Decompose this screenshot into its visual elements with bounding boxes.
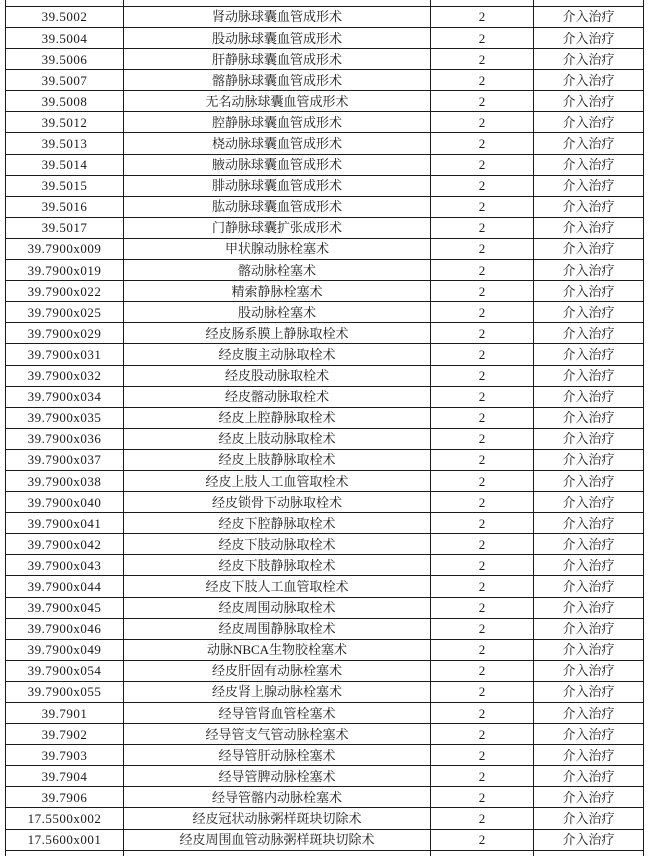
- procedure-name: 经皮髂动脉取栓术: [124, 386, 431, 407]
- table-row: [6, 302, 644, 323]
- procedure-name: 经皮锁骨下动脉取栓术: [124, 492, 431, 513]
- procedure-name: 经导管髂内动脉栓塞术: [124, 787, 431, 808]
- procedure-level: 2: [431, 639, 534, 660]
- table-row: [6, 597, 644, 618]
- procedure-name: 无名动脉球囊血管成形术: [124, 91, 431, 112]
- procedure-category: 介入治疗: [534, 386, 644, 407]
- procedure-level: 2: [431, 407, 534, 428]
- table-row: [6, 724, 644, 745]
- procedure-code: 39.7900x025: [6, 302, 124, 323]
- table-row: [6, 681, 644, 702]
- table-row: [6, 808, 644, 829]
- procedure-name: 髂静脉球囊血管成形术: [124, 70, 431, 91]
- procedure-name: 经皮冠状动脉粥样斑块切除术: [124, 808, 431, 829]
- procedure-level: 2: [431, 238, 534, 259]
- procedure-level: 2: [431, 28, 534, 49]
- table-row: [6, 829, 644, 850]
- procedure-name: 腋动脉球囊血管成形术: [124, 154, 431, 175]
- procedure-code: 39.7900x009: [6, 238, 124, 259]
- procedure-name: 经导管肝动脉栓塞术: [124, 745, 431, 766]
- table-row: [6, 449, 644, 470]
- clipped-cell: [124, 850, 431, 856]
- procedure-code: 39.7900x037: [6, 449, 124, 470]
- procedure-level: 2: [431, 703, 534, 724]
- procedure-level: 2: [431, 70, 534, 91]
- procedure-code: 39.5002: [6, 6, 124, 27]
- procedure-category: 介入治疗: [534, 281, 644, 302]
- procedure-level: 2: [431, 133, 534, 154]
- procedure-code: 39.7900x043: [6, 555, 124, 576]
- table-row: [6, 196, 644, 217]
- procedure-code: 39.7900x054: [6, 660, 124, 681]
- procedure-code: 39.7900x045: [6, 597, 124, 618]
- procedure-level: 2: [431, 681, 534, 702]
- table-row: [6, 745, 644, 766]
- procedure-level: 2: [431, 112, 534, 133]
- procedure-name: 肱动脉球囊血管成形术: [124, 196, 431, 217]
- procedure-level: 2: [431, 618, 534, 639]
- procedure-code: 39.5004: [6, 28, 124, 49]
- procedure-code: 39.5014: [6, 154, 124, 175]
- table-row: [6, 365, 644, 386]
- procedure-table-body: [6, 0, 644, 856]
- procedure-category: 介入治疗: [534, 217, 644, 238]
- table-row: [6, 133, 644, 154]
- procedure-category: 介入治疗: [534, 597, 644, 618]
- procedure-name: 经皮股动脉取栓术: [124, 365, 431, 386]
- procedure-level: 2: [431, 365, 534, 386]
- procedure-name: 经皮上肢静脉取栓术: [124, 449, 431, 470]
- table-row: [6, 217, 644, 238]
- procedure-level: 2: [431, 196, 534, 217]
- procedure-name: 经皮下肢动脉取栓术: [124, 534, 431, 555]
- procedure-code: 39.5017: [6, 217, 124, 238]
- procedure-level: 2: [431, 175, 534, 196]
- procedure-name: 股动脉球囊血管成形术: [124, 28, 431, 49]
- procedure-name: 肝静脉球囊血管成形术: [124, 49, 431, 70]
- procedure-name: 经皮上肢人工血管取栓术: [124, 470, 431, 491]
- procedure-code: 39.5006: [6, 49, 124, 70]
- procedure-category: 介入治疗: [534, 470, 644, 491]
- table-row: [6, 260, 644, 281]
- procedure-category: 介入治疗: [534, 70, 644, 91]
- procedure-name: 经皮周围血管动脉粥样斑块切除术: [124, 829, 431, 850]
- procedure-category: 介入治疗: [534, 745, 644, 766]
- procedure-level: 2: [431, 302, 534, 323]
- table-row: [6, 344, 644, 365]
- procedure-name: 经导管脾动脉栓塞术: [124, 766, 431, 787]
- procedure-code: 39.7900x032: [6, 365, 124, 386]
- procedure-name: 腔静脉球囊血管成形术: [124, 112, 431, 133]
- table-row: [6, 91, 644, 112]
- procedure-code: 39.7900x035: [6, 407, 124, 428]
- procedure-name: 精索静脉栓塞术: [124, 281, 431, 302]
- procedure-code: 39.7902: [6, 724, 124, 745]
- procedure-code: 39.7900x049: [6, 639, 124, 660]
- procedure-category: 介入治疗: [534, 555, 644, 576]
- procedure-category: 介入治疗: [534, 154, 644, 175]
- procedure-level: 2: [431, 787, 534, 808]
- procedure-table: [5, 0, 644, 856]
- procedure-code: 39.7900x029: [6, 323, 124, 344]
- procedure-level: 2: [431, 576, 534, 597]
- procedure-code: 39.7903: [6, 745, 124, 766]
- procedure-category: 介入治疗: [534, 323, 644, 344]
- procedure-category: 介入治疗: [534, 238, 644, 259]
- procedure-category: 介入治疗: [534, 534, 644, 555]
- table-row: [6, 618, 644, 639]
- table-row: [6, 639, 644, 660]
- procedure-category: 介入治疗: [534, 766, 644, 787]
- procedure-code: 17.5500x002: [6, 808, 124, 829]
- table-row: [6, 660, 644, 681]
- procedure-category: 介入治疗: [534, 639, 644, 660]
- procedure-level: 2: [431, 428, 534, 449]
- procedure-code: 17.5600x001: [6, 829, 124, 850]
- procedure-code: 39.7900x046: [6, 618, 124, 639]
- procedure-level: 2: [431, 386, 534, 407]
- procedure-level: 2: [431, 492, 534, 513]
- clipped-cell: [431, 850, 534, 856]
- table-row: [6, 154, 644, 175]
- procedure-code: 39.7900x031: [6, 344, 124, 365]
- procedure-category: 介入治疗: [534, 787, 644, 808]
- procedure-category: 介入治疗: [534, 196, 644, 217]
- procedure-name: 经导管肾血管栓塞术: [124, 703, 431, 724]
- procedure-code: 39.7900x038: [6, 470, 124, 491]
- table-row: [6, 70, 644, 91]
- procedure-category: 介入治疗: [534, 407, 644, 428]
- procedure-level: 2: [431, 829, 534, 850]
- procedure-category: 介入治疗: [534, 829, 644, 850]
- procedure-name: 髂动脉栓塞术: [124, 260, 431, 281]
- procedure-code: 39.7900x034: [6, 386, 124, 407]
- procedure-name: 门静脉球囊扩张成形术: [124, 217, 431, 238]
- procedure-level: 2: [431, 449, 534, 470]
- procedure-name: 经皮腹主动脉取栓术: [124, 344, 431, 365]
- procedure-category: 介入治疗: [534, 175, 644, 196]
- procedure-category: 介入治疗: [534, 576, 644, 597]
- table-row: [6, 555, 644, 576]
- procedure-level: 2: [431, 660, 534, 681]
- procedure-code: 39.7900x036: [6, 428, 124, 449]
- table-row: [6, 386, 644, 407]
- procedure-category: 介入治疗: [534, 703, 644, 724]
- procedure-category: 介入治疗: [534, 302, 644, 323]
- procedure-level: 2: [431, 597, 534, 618]
- table-row: [6, 323, 644, 344]
- procedure-category: 介入治疗: [534, 344, 644, 365]
- table-row: [6, 470, 644, 491]
- procedure-level: 2: [431, 91, 534, 112]
- clipped-cell: [6, 850, 124, 856]
- procedure-name: 经皮下肢人工血管取栓术: [124, 576, 431, 597]
- procedure-code: 39.7901: [6, 703, 124, 724]
- procedure-level: 2: [431, 724, 534, 745]
- procedure-code: 39.7900x022: [6, 281, 124, 302]
- procedure-level: 2: [431, 344, 534, 365]
- procedure-code: 39.7904: [6, 766, 124, 787]
- procedure-category: 介入治疗: [534, 808, 644, 829]
- procedure-level: 2: [431, 555, 534, 576]
- table-row: [6, 766, 644, 787]
- procedure-level: 2: [431, 513, 534, 534]
- procedure-category: 介入治疗: [534, 133, 644, 154]
- table-row: [6, 576, 644, 597]
- procedure-code: 39.7906: [6, 787, 124, 808]
- procedure-level: 2: [431, 766, 534, 787]
- procedure-name: 经皮肠系膜上静脉取栓术: [124, 323, 431, 344]
- procedure-code: 39.5007: [6, 70, 124, 91]
- procedure-code: 39.7900x042: [6, 534, 124, 555]
- procedure-code: 39.7900x041: [6, 513, 124, 534]
- table-row: [6, 428, 644, 449]
- procedure-category: 介入治疗: [534, 492, 644, 513]
- procedure-category: 介入治疗: [534, 724, 644, 745]
- procedure-name: 动脉NBCA生物胶栓塞术: [124, 639, 431, 660]
- table-row: [6, 534, 644, 555]
- table-row: [6, 492, 644, 513]
- procedure-level: 2: [431, 260, 534, 281]
- procedure-level: 2: [431, 745, 534, 766]
- procedure-name: 经皮下腔静脉取栓术: [124, 513, 431, 534]
- table-row: [6, 28, 644, 49]
- procedure-code: 39.5013: [6, 133, 124, 154]
- procedure-code: 39.5016: [6, 196, 124, 217]
- procedure-category: 介入治疗: [534, 618, 644, 639]
- procedure-name: 经导管支气管动脉栓塞术: [124, 724, 431, 745]
- procedure-name: 经皮肝固有动脉栓塞术: [124, 660, 431, 681]
- procedure-name: 肾动脉球囊血管成形术: [124, 6, 431, 27]
- table-row: [6, 238, 644, 259]
- procedure-category: 介入治疗: [534, 28, 644, 49]
- procedure-category: 介入治疗: [534, 6, 644, 27]
- table-row: [6, 6, 644, 27]
- clipped-cell: [534, 850, 644, 856]
- procedure-level: 2: [431, 154, 534, 175]
- procedure-name: 经皮周围动脉取栓术: [124, 597, 431, 618]
- procedure-name: 经皮肾上腺动脉栓塞术: [124, 681, 431, 702]
- procedure-level: 2: [431, 49, 534, 70]
- procedure-level: 2: [431, 6, 534, 27]
- procedure-category: 介入治疗: [534, 260, 644, 281]
- table-row: [6, 112, 644, 133]
- table-row: [6, 175, 644, 196]
- procedure-category: 介入治疗: [534, 49, 644, 70]
- procedure-category: 介入治疗: [534, 428, 644, 449]
- procedure-level: 2: [431, 217, 534, 238]
- procedure-name: 桡动脉球囊血管成形术: [124, 133, 431, 154]
- table-row: [6, 281, 644, 302]
- procedure-code: 39.7900x044: [6, 576, 124, 597]
- table-row: [6, 703, 644, 724]
- procedure-level: 2: [431, 323, 534, 344]
- procedure-name: 腓动脉球囊血管成形术: [124, 175, 431, 196]
- procedure-category: 介入治疗: [534, 365, 644, 386]
- procedure-code: 39.5015: [6, 175, 124, 196]
- procedure-name: 经皮上肢动脉取栓术: [124, 428, 431, 449]
- table-row: [6, 407, 644, 428]
- procedure-code: 39.7900x040: [6, 492, 124, 513]
- table-row: [6, 513, 644, 534]
- clipped-row-bottom: [6, 850, 644, 856]
- procedure-category: 介入治疗: [534, 112, 644, 133]
- procedure-category: 介入治疗: [534, 660, 644, 681]
- table-row: [6, 49, 644, 70]
- procedure-level: 2: [431, 281, 534, 302]
- procedure-code: 39.5012: [6, 112, 124, 133]
- procedure-name: 经皮下肢静脉取栓术: [124, 555, 431, 576]
- procedure-name: 经皮上腔静脉取栓术: [124, 407, 431, 428]
- procedure-name: 股动脉栓塞术: [124, 302, 431, 323]
- procedure-category: 介入治疗: [534, 681, 644, 702]
- procedure-level: 2: [431, 534, 534, 555]
- procedure-code: 39.7900x019: [6, 260, 124, 281]
- procedure-category: 介入治疗: [534, 449, 644, 470]
- procedure-category: 介入治疗: [534, 513, 644, 534]
- procedure-name: 甲状腺动脉栓塞术: [124, 238, 431, 259]
- procedure-category: 介入治疗: [534, 91, 644, 112]
- procedure-level: 2: [431, 470, 534, 491]
- procedure-code: 39.5008: [6, 91, 124, 112]
- procedure-code: 39.7900x055: [6, 681, 124, 702]
- procedure-level: 2: [431, 808, 534, 829]
- procedure-name: 经皮周围静脉取栓术: [124, 618, 431, 639]
- table-row: [6, 787, 644, 808]
